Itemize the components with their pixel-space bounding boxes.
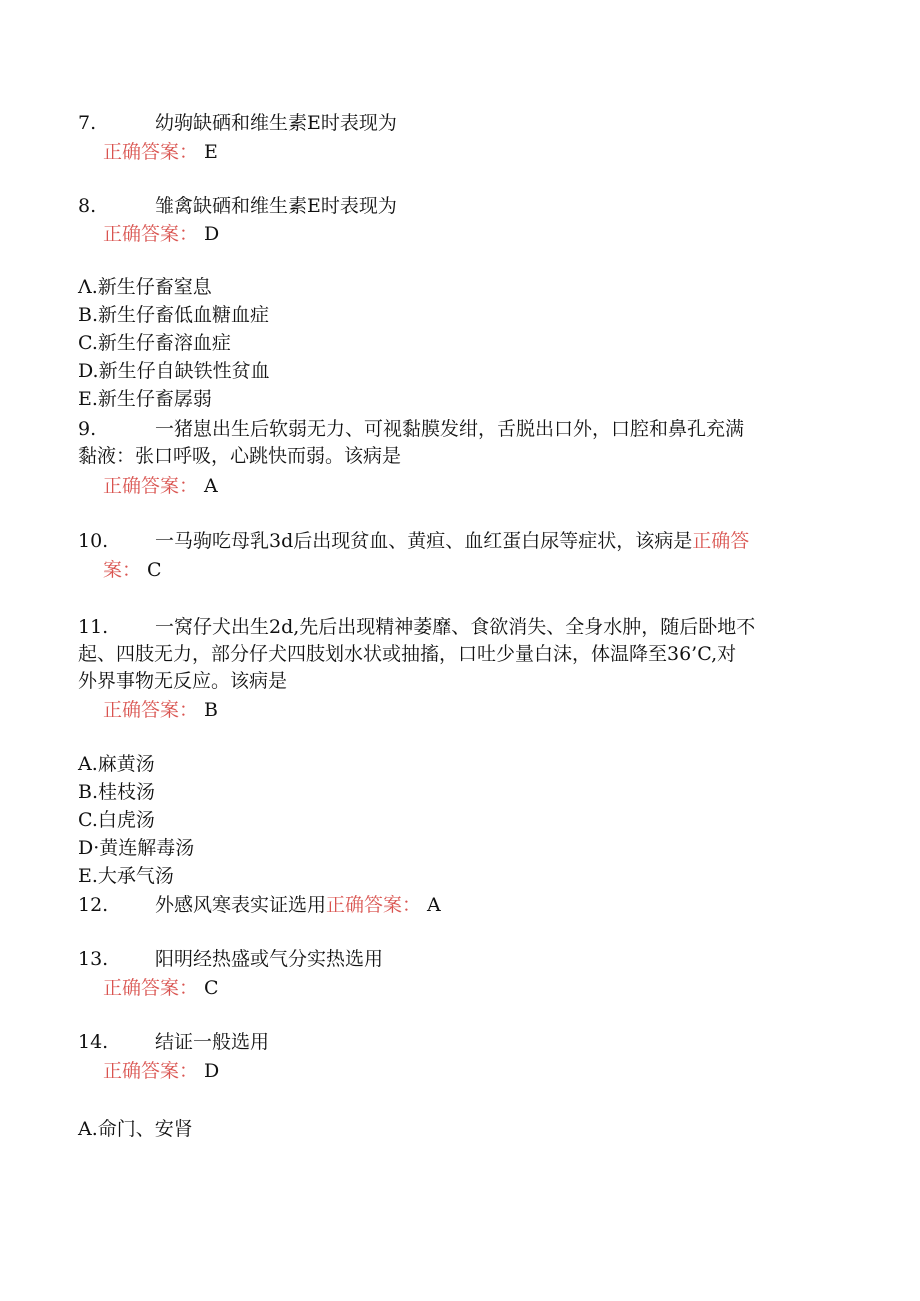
option-c: C.白虎汤 [78,809,155,831]
question-number: 8. [78,195,97,217]
answer-letter: A [204,475,218,497]
answer-letter: A [427,894,441,916]
answer-label-part: 案： [103,559,142,581]
answer-letter: B [204,699,218,721]
question-number: 9. [78,418,97,440]
question-9-continuation: 黏液：张口呼吸，心跳快而弱。该病是 [78,445,402,467]
question-number: 12. [78,894,109,916]
answer-letter: D [204,1060,220,1082]
answer-label: 正确答案： [103,223,199,245]
answer-13 [103,975,219,1001]
question-number: 10. [78,530,109,552]
question-text: 一猪崽出生后软弱无力、可视黏膜发绀，舌脱出口外，口腔和鼻孔充满 [155,418,745,440]
question-text: 幼驹缺硒和维生素E时表现为 [155,112,397,134]
answer-7 [103,139,218,165]
question-number: 7. [78,112,97,134]
question-11-continuation: 外界事物无反应。该病是 [78,670,288,692]
option-b: B.桂枝汤 [78,781,156,803]
answer-label: 正确答案： [103,977,199,999]
option-e: E.新生仔畜孱弱 [78,388,212,410]
answer-11 [103,697,218,723]
answer-label: 正确答案： [326,894,422,916]
answer-label: 正确答案： [103,1060,199,1082]
option-e: E.大承气汤 [78,865,174,887]
answer-10 [103,557,162,583]
question-text: 阳明经热盛或气分实热选用 [155,948,384,970]
question-text: 雏禽缺硒和维生素E时表现为 [155,195,397,217]
answer-label: 正确答案： [103,699,199,721]
option-d: D·黄连解毒汤 [78,837,195,859]
answer-8 [103,221,219,247]
question-number: 11. [78,616,109,638]
answer-14 [103,1058,219,1084]
option-a: A.命门、安肾 [78,1118,193,1140]
option-d: D.新生仔自缺铁性贫血 [78,360,270,382]
option-b: B.新生仔畜低血糖血症 [78,304,270,326]
question-text: 一窝仔犬出生2d,先后出现精神萎靡、食欲消失、全身水肿，随后卧地不 [155,616,756,638]
question-text: 结证一般选用 [155,1031,270,1053]
answer-label: 正确答案： [103,141,199,163]
answer-letter: C [147,559,162,581]
option-c: C.新生仔畜溶血症 [78,332,231,354]
answer-label: 正确答案： [103,475,199,497]
answer-label-part: 正确答 [692,530,750,552]
answer-letter: C [204,977,219,999]
answer-9 [103,473,218,499]
question-text: 一马驹吃母乳3d后出现贫血、黄疸、血红蛋白尿等症状，该病是 [155,530,693,552]
question-number: 13. [78,948,109,970]
answer-letter: D [204,223,220,245]
option-a: A.麻黄汤 [78,753,155,775]
option-a: Λ.新生仔畜窒息 [78,276,212,298]
answer-letter: E [204,141,218,163]
question-text: 外感风寒表实证选用 [155,894,327,916]
question-number: 14. [78,1031,109,1053]
question-11-continuation: 起、四肢无力，部分仔犬四肢划水状或抽搐，口吐少量白沫，体温降至36’C,对 [78,643,737,665]
